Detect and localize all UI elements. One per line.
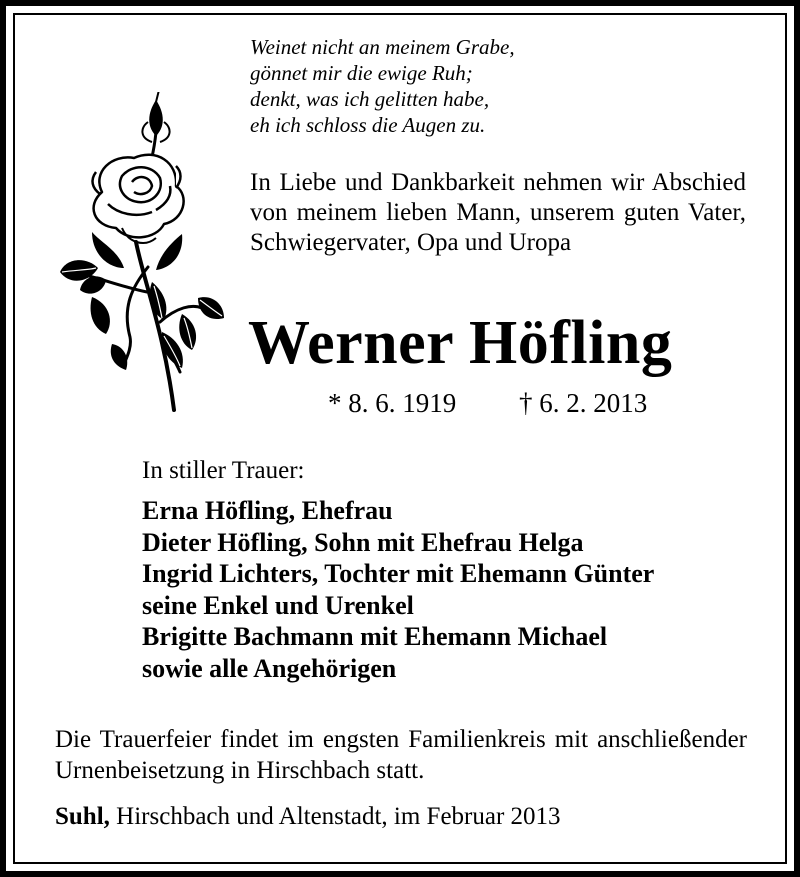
poem: [250, 34, 750, 138]
poem-line: gönnet mir die ewige Ruh;: [250, 61, 473, 85]
poem-line: Weinet nicht an meinem Grabe,: [250, 35, 515, 59]
poem-line: eh ich schloss die Augen zu.: [250, 113, 486, 137]
death-date: † 6. 2. 2013: [519, 388, 648, 418]
mourning-heading: In stiller Trauer:: [142, 457, 305, 484]
mourner-line: Erna Höfling, Ehefrau: [142, 496, 393, 525]
mourner-line: Brigitte Bachmann mit Ehemann Michael: [142, 622, 608, 651]
mourner-line: Dieter Höfling, Sohn mit Ehefrau Helga: [142, 527, 584, 557]
mourner-line: sowie alle Angehörigen: [142, 653, 397, 683]
birth-date: * 8. 6. 1919: [328, 388, 457, 418]
life-dates: [328, 387, 647, 419]
place-date-line: [55, 801, 561, 832]
mourners-list: [142, 495, 654, 684]
place-city: Suhl,: [55, 803, 110, 830]
funeral-notice: Die Trauerfeier findet im engsten Familienkreis mit anschließender Urnenbeisetzung in Hirschbach statt.: [55, 726, 747, 784]
mourner-line: Ingrid Lichters, Tochter mit Ehemann Günter: [142, 559, 655, 588]
deceased-name: Werner Höfling: [248, 309, 673, 377]
rose-icon: [52, 92, 227, 414]
mourner-line: seine Enkel und Urenkel: [142, 590, 414, 620]
poem-line: denkt, was ich gelitten habe,: [250, 87, 490, 111]
intro-text: In Liebe und Dankbarkeit nehmen wir Abschied von meinem lieben Mann, unserem guten Vater, Schwiegervater, Opa und Uropa: [250, 169, 746, 256]
place-rest: Hirschbach und Altenstadt, im Februar 2013: [109, 803, 561, 830]
